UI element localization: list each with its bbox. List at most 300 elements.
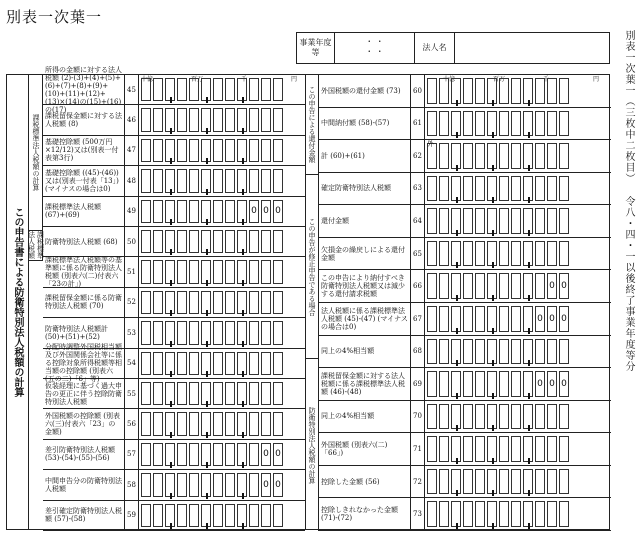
- digit-box[interactable]: [141, 139, 151, 162]
- digit-box[interactable]: [273, 230, 283, 253]
- digit-box[interactable]: [153, 78, 163, 101]
- digit-box[interactable]: [225, 352, 235, 375]
- digit-box[interactable]: [499, 273, 509, 299]
- digit-box[interactable]: 0: [249, 200, 259, 223]
- digit-box[interactable]: 0: [273, 200, 283, 223]
- digit-box[interactable]: [439, 176, 449, 202]
- digit-box[interactable]: [165, 412, 175, 435]
- digit-box[interactable]: [165, 169, 175, 192]
- digit-box[interactable]: [177, 382, 187, 405]
- digit-box[interactable]: [511, 143, 521, 169]
- digit-box[interactable]: [439, 143, 449, 169]
- digit-box[interactable]: [523, 78, 533, 104]
- digit-box[interactable]: [487, 501, 497, 527]
- digit-box[interactable]: [547, 501, 557, 527]
- digit-box[interactable]: [153, 412, 163, 435]
- digit-box[interactable]: [487, 143, 497, 169]
- digit-box[interactable]: [225, 382, 235, 405]
- digit-box[interactable]: [213, 230, 223, 253]
- digit-box[interactable]: [487, 469, 497, 495]
- digit-box[interactable]: [261, 504, 271, 527]
- digit-box[interactable]: [249, 473, 259, 496]
- digit-box[interactable]: 0: [559, 306, 569, 332]
- digit-box[interactable]: [475, 436, 485, 462]
- digit-box[interactable]: [177, 321, 187, 344]
- digit-box[interactable]: [201, 260, 211, 283]
- digit-box[interactable]: [213, 504, 223, 527]
- digit-box[interactable]: [189, 230, 199, 253]
- digit-box[interactable]: [475, 371, 485, 397]
- digit-box[interactable]: [213, 139, 223, 162]
- digit-box[interactable]: [213, 473, 223, 496]
- digit-box[interactable]: [213, 108, 223, 131]
- digit-box[interactable]: [237, 139, 247, 162]
- digit-box[interactable]: [225, 169, 235, 192]
- digit-box[interactable]: [225, 230, 235, 253]
- digit-box[interactable]: [451, 78, 461, 104]
- digit-box[interactable]: [523, 241, 533, 267]
- digit-box[interactable]: [165, 139, 175, 162]
- digit-box[interactable]: [547, 208, 557, 234]
- digit-box[interactable]: [559, 176, 569, 202]
- digit-box[interactable]: [273, 412, 283, 435]
- digit-box[interactable]: [165, 321, 175, 344]
- digit-box[interactable]: [559, 404, 569, 430]
- digit-box[interactable]: [237, 200, 247, 223]
- digit-box[interactable]: [439, 339, 449, 365]
- digit-box[interactable]: [535, 111, 545, 137]
- digit-box[interactable]: [165, 291, 175, 314]
- digit-box[interactable]: [463, 176, 473, 202]
- digit-box[interactable]: [237, 443, 247, 466]
- digit-box[interactable]: [249, 412, 259, 435]
- digit-box[interactable]: [249, 352, 259, 375]
- digit-box[interactable]: [165, 108, 175, 131]
- digit-box[interactable]: [141, 78, 151, 101]
- digit-box[interactable]: [249, 169, 259, 192]
- digit-box[interactable]: [225, 139, 235, 162]
- digit-box[interactable]: [249, 139, 259, 162]
- digit-box[interactable]: [177, 260, 187, 283]
- digit-box[interactable]: [177, 473, 187, 496]
- digit-box[interactable]: [201, 412, 211, 435]
- digit-box[interactable]: [141, 108, 151, 131]
- digit-box[interactable]: [535, 208, 545, 234]
- digit-box[interactable]: [547, 176, 557, 202]
- digit-box[interactable]: [463, 273, 473, 299]
- digit-box[interactable]: [261, 78, 271, 101]
- digit-box[interactable]: [499, 339, 509, 365]
- digit-box[interactable]: [213, 200, 223, 223]
- digit-box[interactable]: [523, 273, 533, 299]
- digit-box[interactable]: [153, 473, 163, 496]
- digit-box[interactable]: [523, 501, 533, 527]
- digit-box[interactable]: [451, 404, 461, 430]
- digit-box[interactable]: [487, 241, 497, 267]
- digit-box[interactable]: 0: [547, 306, 557, 332]
- digit-box[interactable]: [189, 291, 199, 314]
- digit-box[interactable]: [165, 473, 175, 496]
- digit-box[interactable]: [535, 176, 545, 202]
- digit-box[interactable]: [499, 78, 509, 104]
- digit-box[interactable]: [189, 352, 199, 375]
- digit-box[interactable]: [535, 339, 545, 365]
- digit-box[interactable]: [201, 382, 211, 405]
- digit-box[interactable]: [559, 143, 569, 169]
- digit-box[interactable]: [511, 339, 521, 365]
- digit-box[interactable]: [213, 382, 223, 405]
- digit-box[interactable]: [177, 139, 187, 162]
- digit-box[interactable]: [451, 273, 461, 299]
- digit-box[interactable]: [237, 230, 247, 253]
- digit-box[interactable]: [463, 404, 473, 430]
- digit-box[interactable]: [547, 339, 557, 365]
- digit-box[interactable]: [225, 108, 235, 131]
- digit-box[interactable]: [201, 504, 211, 527]
- digit-box[interactable]: [487, 111, 497, 137]
- digit-box[interactable]: [249, 291, 259, 314]
- digit-box[interactable]: [523, 111, 533, 137]
- digit-box[interactable]: [499, 111, 509, 137]
- digit-box[interactable]: [511, 436, 521, 462]
- digit-box[interactable]: [261, 352, 271, 375]
- digit-box[interactable]: [523, 404, 533, 430]
- digit-box[interactable]: [189, 321, 199, 344]
- digit-box[interactable]: [153, 321, 163, 344]
- digit-box[interactable]: [153, 139, 163, 162]
- digit-box[interactable]: [225, 78, 235, 101]
- digit-box[interactable]: [201, 139, 211, 162]
- digit-box[interactable]: [499, 241, 509, 267]
- digit-box[interactable]: [487, 436, 497, 462]
- digit-box[interactable]: [177, 108, 187, 131]
- digit-box[interactable]: [475, 469, 485, 495]
- digit-box[interactable]: [463, 339, 473, 365]
- digit-box[interactable]: [511, 469, 521, 495]
- digit-box[interactable]: [153, 352, 163, 375]
- digit-box[interactable]: [559, 501, 569, 527]
- digit-box[interactable]: [499, 436, 509, 462]
- digit-box[interactable]: [451, 241, 461, 267]
- digit-box[interactable]: [237, 504, 247, 527]
- digit-box[interactable]: [559, 436, 569, 462]
- digit-box[interactable]: [439, 208, 449, 234]
- digit-box[interactable]: [201, 443, 211, 466]
- digit-box[interactable]: [439, 436, 449, 462]
- digit-box[interactable]: [427, 501, 437, 527]
- digit-box[interactable]: [427, 111, 437, 137]
- digit-box[interactable]: [535, 501, 545, 527]
- digit-box[interactable]: [475, 176, 485, 202]
- digit-box[interactable]: [201, 169, 211, 192]
- digit-box[interactable]: [249, 382, 259, 405]
- digit-box[interactable]: [165, 78, 175, 101]
- digit-box[interactable]: [261, 321, 271, 344]
- digit-box[interactable]: 0: [261, 443, 271, 466]
- digit-box[interactable]: [237, 382, 247, 405]
- digit-box[interactable]: [427, 306, 437, 332]
- digit-box[interactable]: 0: [535, 306, 545, 332]
- digit-box[interactable]: [463, 306, 473, 332]
- digit-box[interactable]: [165, 504, 175, 527]
- digit-box[interactable]: [499, 208, 509, 234]
- digit-box[interactable]: [177, 352, 187, 375]
- digit-box[interactable]: [261, 169, 271, 192]
- digit-box[interactable]: [225, 200, 235, 223]
- digit-box[interactable]: 0: [261, 473, 271, 496]
- digit-box[interactable]: [559, 78, 569, 104]
- digit-box[interactable]: [451, 306, 461, 332]
- digit-box[interactable]: [475, 306, 485, 332]
- digit-box[interactable]: [261, 412, 271, 435]
- digit-box[interactable]: [273, 291, 283, 314]
- digit-box[interactable]: 0: [547, 371, 557, 397]
- digit-box[interactable]: [427, 273, 437, 299]
- digit-box[interactable]: [213, 260, 223, 283]
- digit-box[interactable]: [153, 291, 163, 314]
- digit-box[interactable]: [261, 291, 271, 314]
- digit-box[interactable]: [463, 241, 473, 267]
- digit-box[interactable]: [451, 143, 461, 169]
- digit-box[interactable]: [249, 443, 259, 466]
- digit-box[interactable]: [153, 108, 163, 131]
- digit-box[interactable]: [141, 473, 151, 496]
- digit-box[interactable]: [523, 208, 533, 234]
- digit-box[interactable]: [523, 371, 533, 397]
- digit-box[interactable]: [237, 108, 247, 131]
- digit-box[interactable]: [439, 241, 449, 267]
- digit-box[interactable]: [273, 260, 283, 283]
- digit-box[interactable]: [201, 291, 211, 314]
- digit-box[interactable]: [487, 208, 497, 234]
- digit-box[interactable]: 0: [261, 200, 271, 223]
- digit-box[interactable]: [237, 78, 247, 101]
- digit-box[interactable]: [487, 306, 497, 332]
- digit-box[interactable]: [141, 443, 151, 466]
- digit-box[interactable]: [225, 321, 235, 344]
- digit-box[interactable]: [273, 139, 283, 162]
- digit-box[interactable]: [189, 382, 199, 405]
- digit-box[interactable]: 0: [559, 371, 569, 397]
- digit-box[interactable]: [463, 436, 473, 462]
- digit-box[interactable]: [523, 436, 533, 462]
- digit-box[interactable]: [153, 230, 163, 253]
- digit-box[interactable]: [451, 469, 461, 495]
- digit-box[interactable]: [261, 230, 271, 253]
- digit-box[interactable]: [499, 306, 509, 332]
- digit-box[interactable]: [177, 504, 187, 527]
- digit-box[interactable]: [559, 111, 569, 137]
- digit-box[interactable]: [273, 504, 283, 527]
- digit-box[interactable]: [153, 260, 163, 283]
- digit-box[interactable]: [523, 339, 533, 365]
- digit-box[interactable]: [463, 208, 473, 234]
- digit-box[interactable]: [189, 78, 199, 101]
- digit-box[interactable]: [559, 241, 569, 267]
- digit-box[interactable]: [475, 501, 485, 527]
- digit-box[interactable]: [427, 208, 437, 234]
- digit-box[interactable]: [427, 78, 437, 104]
- digit-box[interactable]: [273, 78, 283, 101]
- digit-box[interactable]: [499, 371, 509, 397]
- digit-box[interactable]: [153, 504, 163, 527]
- digit-box[interactable]: [237, 321, 247, 344]
- digit-box[interactable]: [439, 306, 449, 332]
- digit-box[interactable]: [427, 469, 437, 495]
- digit-box[interactable]: 0: [559, 273, 569, 299]
- digit-box[interactable]: [189, 412, 199, 435]
- digit-box[interactable]: [511, 273, 521, 299]
- digit-box[interactable]: 0: [547, 273, 557, 299]
- digit-box[interactable]: [487, 176, 497, 202]
- digit-box[interactable]: [511, 306, 521, 332]
- digit-box[interactable]: [511, 501, 521, 527]
- digit-box[interactable]: [213, 78, 223, 101]
- digit-box[interactable]: [547, 78, 557, 104]
- digit-box[interactable]: [523, 306, 533, 332]
- corp-name-field[interactable]: [455, 33, 611, 63]
- digit-box[interactable]: [189, 169, 199, 192]
- digit-box[interactable]: [535, 241, 545, 267]
- digit-box[interactable]: [439, 273, 449, 299]
- digit-box[interactable]: [249, 504, 259, 527]
- digit-box[interactable]: [475, 339, 485, 365]
- digit-box[interactable]: [547, 241, 557, 267]
- digit-box[interactable]: [249, 108, 259, 131]
- digit-box[interactable]: [499, 404, 509, 430]
- digit-box[interactable]: [523, 143, 533, 169]
- digit-box[interactable]: [177, 169, 187, 192]
- digit-box[interactable]: [475, 143, 485, 169]
- digit-box[interactable]: [213, 352, 223, 375]
- digit-box[interactable]: [237, 260, 247, 283]
- digit-box[interactable]: [523, 176, 533, 202]
- digit-box[interactable]: [427, 371, 437, 397]
- digit-box[interactable]: [249, 230, 259, 253]
- digit-box[interactable]: [427, 339, 437, 365]
- digit-box[interactable]: [177, 78, 187, 101]
- digit-box[interactable]: [153, 169, 163, 192]
- digit-box[interactable]: [463, 371, 473, 397]
- digit-box[interactable]: 0: [535, 371, 545, 397]
- digit-box[interactable]: [189, 473, 199, 496]
- digit-box[interactable]: [249, 260, 259, 283]
- digit-box[interactable]: [511, 176, 521, 202]
- digit-box[interactable]: [475, 208, 485, 234]
- digit-box[interactable]: [439, 469, 449, 495]
- digit-box[interactable]: [439, 371, 449, 397]
- digit-box[interactable]: [535, 469, 545, 495]
- digit-box[interactable]: [237, 473, 247, 496]
- digit-box[interactable]: [535, 143, 545, 169]
- digit-box[interactable]: [201, 473, 211, 496]
- digit-box[interactable]: [261, 139, 271, 162]
- digit-box[interactable]: [189, 200, 199, 223]
- digit-box[interactable]: [487, 371, 497, 397]
- digit-box[interactable]: [559, 339, 569, 365]
- digit-box[interactable]: [177, 443, 187, 466]
- digit-box[interactable]: [141, 321, 151, 344]
- digit-box[interactable]: [141, 230, 151, 253]
- digit-box[interactable]: [141, 291, 151, 314]
- digit-box[interactable]: [451, 371, 461, 397]
- digit-box[interactable]: [153, 382, 163, 405]
- digit-box[interactable]: [273, 382, 283, 405]
- digit-box[interactable]: [499, 176, 509, 202]
- digit-box[interactable]: [511, 404, 521, 430]
- digit-box[interactable]: [511, 208, 521, 234]
- digit-box[interactable]: [427, 241, 437, 267]
- digit-box[interactable]: [261, 108, 271, 131]
- digit-box[interactable]: [499, 469, 509, 495]
- digit-box[interactable]: [511, 78, 521, 104]
- digit-box[interactable]: 0: [273, 473, 283, 496]
- digit-box[interactable]: [213, 443, 223, 466]
- digit-box[interactable]: [165, 443, 175, 466]
- digit-box[interactable]: [535, 78, 545, 104]
- digit-box[interactable]: [511, 241, 521, 267]
- digit-box[interactable]: [177, 412, 187, 435]
- digit-box[interactable]: [141, 260, 151, 283]
- digit-box[interactable]: [225, 412, 235, 435]
- digit-box[interactable]: [273, 321, 283, 344]
- digit-box[interactable]: [439, 111, 449, 137]
- digit-box[interactable]: [189, 504, 199, 527]
- digit-box[interactable]: [153, 200, 163, 223]
- digit-box[interactable]: [511, 111, 521, 137]
- digit-box[interactable]: [427, 404, 437, 430]
- digit-box[interactable]: [499, 501, 509, 527]
- digit-box[interactable]: [547, 111, 557, 137]
- digit-box[interactable]: [463, 111, 473, 137]
- digit-box[interactable]: [547, 404, 557, 430]
- digit-box[interactable]: [189, 108, 199, 131]
- digit-box[interactable]: [201, 108, 211, 131]
- digit-box[interactable]: [213, 169, 223, 192]
- digit-box[interactable]: [165, 200, 175, 223]
- digit-box[interactable]: [225, 443, 235, 466]
- digit-box[interactable]: [141, 412, 151, 435]
- digit-box[interactable]: [165, 382, 175, 405]
- digit-box[interactable]: [547, 143, 557, 169]
- digit-box[interactable]: [463, 143, 473, 169]
- digit-box[interactable]: [189, 139, 199, 162]
- digit-box[interactable]: 0: [273, 443, 283, 466]
- digit-box[interactable]: [189, 260, 199, 283]
- digit-box[interactable]: [559, 469, 569, 495]
- digit-box[interactable]: [201, 200, 211, 223]
- digit-box[interactable]: [177, 291, 187, 314]
- digit-box[interactable]: [547, 469, 557, 495]
- digit-box[interactable]: [475, 273, 485, 299]
- digit-box[interactable]: [475, 241, 485, 267]
- digit-box[interactable]: [213, 412, 223, 435]
- digit-box[interactable]: [451, 339, 461, 365]
- digit-box[interactable]: [499, 143, 509, 169]
- digit-box[interactable]: [261, 260, 271, 283]
- digit-box[interactable]: [475, 404, 485, 430]
- digit-box[interactable]: [225, 473, 235, 496]
- digit-box[interactable]: [475, 111, 485, 137]
- digit-box[interactable]: [201, 78, 211, 101]
- digit-box[interactable]: [165, 352, 175, 375]
- digit-box[interactable]: [511, 371, 521, 397]
- digit-box[interactable]: [141, 200, 151, 223]
- digit-box[interactable]: [273, 108, 283, 131]
- digit-box[interactable]: [201, 352, 211, 375]
- digit-box[interactable]: [249, 78, 259, 101]
- digit-box[interactable]: [439, 78, 449, 104]
